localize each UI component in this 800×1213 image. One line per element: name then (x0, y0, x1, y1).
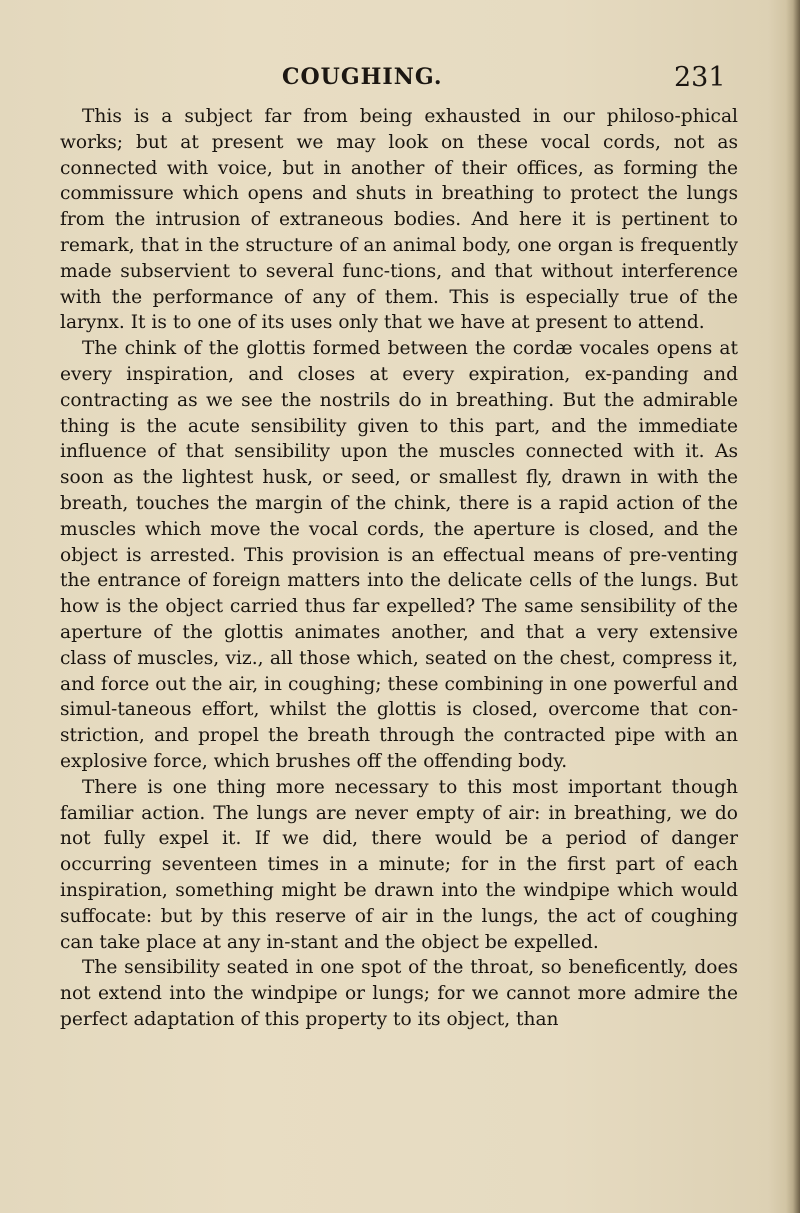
paragraph-1: This is a subject far from being exhausted in our philoso-phical works; but at present we may look on these vocal cords, not as connected with voice, but in another of their offices, as forming the commissure which opens and shuts in breathing to protect the lungs from the intrusion of extraneous bodies. And here it is pertinent to remark, that in the structure of an animal body, one organ is frequently made subservient to several func-tions, and that without interference with the performance of any of them. This is especially true of the larynx. It is to one of its uses only that we have at present to attend. (60, 106, 738, 334)
paragraph-3: There is one thing more necessary to this most important though familiar action. The lungs are never empty of air: in breathing, we do not fully expel it. If we did, there would be a period of danger occurring seventeen times in a minute; for in the first part of each inspiration, something might be drawn into the windpipe which would suffocate: but by this reserve of air in the lungs, the act of coughing can take place at any in-stant and the object be expelled. (60, 776, 738, 953)
body-text (60, 104, 738, 1033)
page-number: 231 (674, 62, 726, 93)
page-header (0, 62, 800, 102)
paragraph-4: The sensibility seated in one spot of the throat, so beneficently, does not extend into the windpipe or lungs; for we cannot more admire the perfect adaptation of this property to its object, than (60, 957, 738, 1030)
page-edge-shadow (786, 0, 800, 1213)
running-title: COUGHING. (282, 64, 443, 90)
paragraph-2: The chink of the glottis formed between the cordæ vocales opens at every inspiration, and closes at every expiration, ex-panding and contracting as we see the nostrils do in breathing. But the admirable thing is the acute sensibility given to this part, and the immediate influence of that sensibility upon the muscles connected with it. As soon as the lightest husk, or seed, or smallest fly, drawn in with the breath, touches the margin of the chink, there is a rapid action of the muscles which move the vocal cords, the aperture is closed, and the object is arrested. This provision is an effectual means of pre-venting the entrance of foreign matters into the delicate cells of the lungs. But how is the object carried thus far expelled? The same sensibility of the aperture of the glottis animates another, and that a very extensive class of muscles, viz., all those which, seated on the chest, compress it, and force out the air, in coughing; these combining in one powerful and simul-taneous effort, whilst the glottis is closed, overcome that con-striction, and propel the breath through the contracted pipe with an explosive force, which brushes off the offending body. (60, 338, 738, 772)
